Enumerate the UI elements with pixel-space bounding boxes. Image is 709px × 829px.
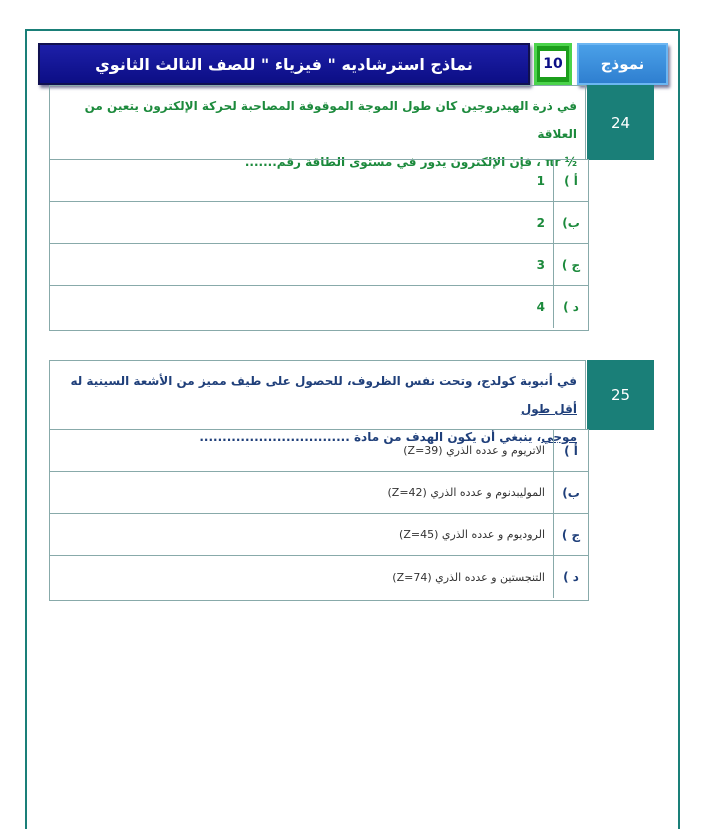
question-25-line2-text: ، ينبغي أن يكون الهدف من مادة ................................. — [199, 430, 542, 444]
model-number: 10 — [540, 51, 566, 77]
option-value: 3 — [536, 257, 545, 272]
question-25-number-text: 25 — [610, 386, 631, 404]
model-number-box — [534, 43, 572, 85]
option-value: الروديوم و عدده الذري (Z=45) — [399, 528, 545, 541]
option-letter: د ) — [553, 286, 588, 328]
question-24-number-text: 24 — [610, 113, 631, 132]
option-row[interactable] — [50, 160, 588, 202]
question-25-underlined-1: أقل طول — [520, 402, 577, 416]
question-25-text — [49, 360, 586, 444]
option-value: 2 — [536, 215, 545, 230]
option-value: التنجستين و عدده الذري (Z=74) — [392, 570, 545, 584]
question-24-line2: ½ πr ، فإن الإلكترون يدور في مستوى الطاقة رقم....... — [244, 155, 577, 169]
option-row[interactable] — [50, 244, 588, 286]
option-letter: ج ) — [553, 514, 588, 555]
option-letter: ب) — [553, 472, 588, 513]
option-letter: أ ) — [553, 160, 588, 201]
question-24-text — [49, 85, 586, 169]
option-row[interactable] — [50, 286, 588, 328]
option-value: 1 — [536, 173, 545, 188]
option-row[interactable] — [50, 556, 588, 598]
question-24-line1: في ذرة الهيدروجين كان طول الموجة الموقوفة المصاحبة لحركة الإلكترون يتعين من العلاقة — [84, 99, 577, 141]
page-title-text: نماذج استرشاديه " فيزياء " للصف الثالث الثانوي — [95, 54, 473, 74]
page-title — [38, 43, 530, 85]
option-row[interactable] — [50, 472, 588, 514]
option-letter: ب) — [553, 202, 588, 243]
question-24-options — [49, 159, 589, 331]
option-value: الموليبدنوم و عدده الذري (Z=42) — [387, 486, 545, 499]
option-letter: د ) — [553, 556, 588, 598]
option-value: الاتريوم و عدده الذري (Z=39) — [403, 444, 545, 457]
question-25-line1 — [58, 367, 577, 423]
option-value: 4 — [536, 300, 545, 314]
model-label-text: نموذج — [600, 55, 645, 73]
option-row[interactable] — [50, 430, 588, 472]
option-row[interactable] — [50, 202, 588, 244]
model-label — [577, 43, 668, 85]
question-25-underlined-2: موجي — [541, 430, 577, 444]
question-25-line1-text: في أنبوبة كولدج، وتحت نفس الظروف، للحصول على طيف مميز من الأشعة السينية له — [70, 374, 577, 388]
option-row[interactable] — [50, 514, 588, 556]
option-letter: أ ) — [553, 430, 588, 471]
question-25-options — [49, 429, 589, 601]
option-letter: ج ) — [553, 244, 588, 285]
question-25-number — [587, 360, 654, 430]
question-24-number — [587, 85, 654, 160]
